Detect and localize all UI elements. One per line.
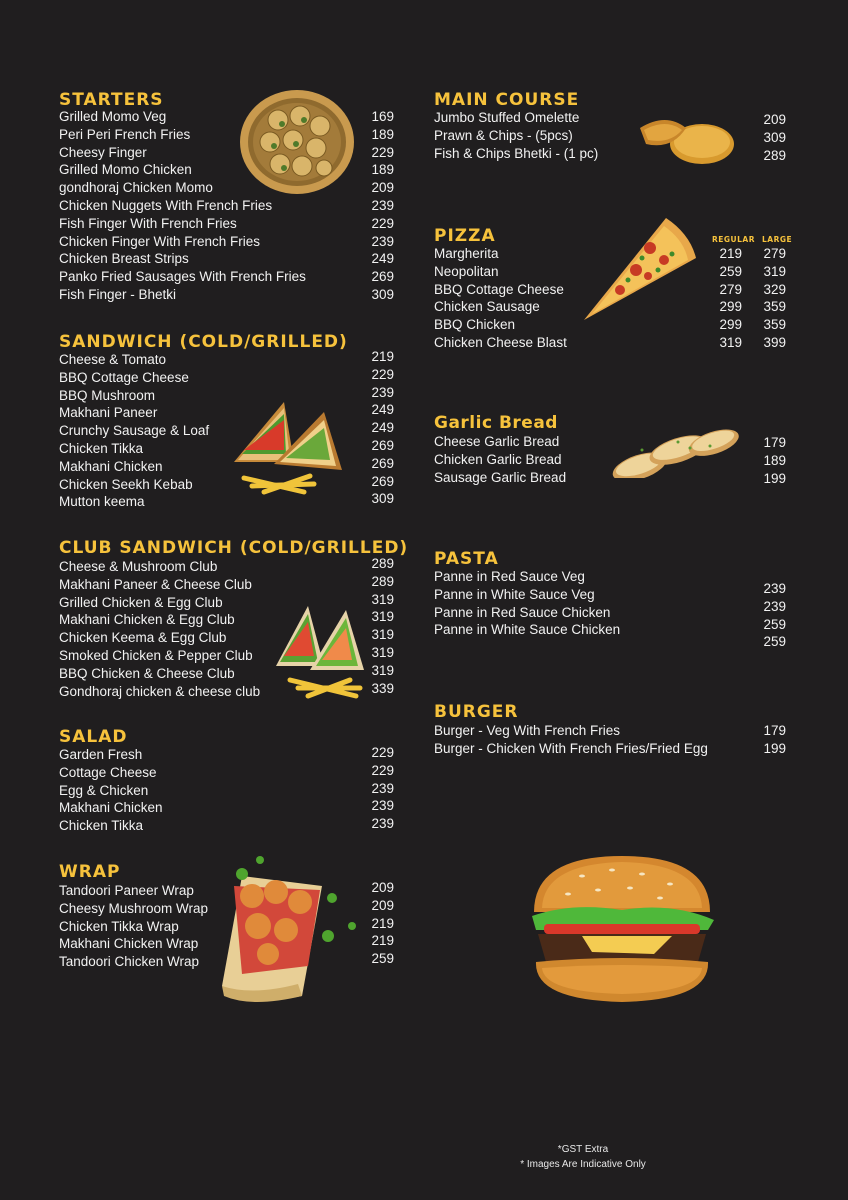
prices-burger (744, 722, 786, 758)
menu-item-name: Crunchy Sausage & Loaf (59, 423, 210, 439)
menu-item-price: 359 (763, 299, 786, 315)
menu-item-name: Grilled Momo Chicken (59, 162, 192, 178)
menu-item-price: 309 (371, 286, 394, 302)
section-pizza (434, 226, 496, 246)
menu-item-price: 259 (719, 263, 742, 279)
menu-item-name: Tandoori Chicken Wrap (59, 954, 200, 970)
menu-item-name: Jumbo Stuffed Omelette (434, 110, 580, 125)
menu-item-name: Chicken Tikka (59, 441, 144, 456)
menu-item-name: Burger - Veg With French Fries (434, 723, 621, 738)
menu-item-price: 229 (371, 745, 394, 760)
menu-item-name: BBQ Chicken (434, 317, 516, 333)
menu-item-name: Panko Fried Sausages With French Fries (59, 269, 306, 285)
menu-item-name: Cheese & Tomato (59, 352, 167, 367)
menu-item-name: Makhani Paneer (59, 405, 158, 421)
prices-sandwich (352, 348, 394, 508)
menu-item-name: Makhani Chicken & Egg Club (59, 612, 235, 628)
section-main-course (434, 90, 579, 110)
menu-item-price: 309 (371, 491, 394, 507)
menu-item-name: Chicken Garlic Bread (434, 451, 562, 467)
menu-item-price: 289 (371, 556, 394, 571)
menu-item-name: Cheese Garlic Bread (434, 434, 560, 449)
menu-item-name: BBQ Chicken & Cheese Club (59, 665, 235, 681)
menu-item-price: 219 (719, 246, 742, 261)
pizza-slice-image (580, 214, 700, 324)
menu-item-name: Peri Peri French Fries (59, 126, 191, 142)
section-title-sandwich: SANDWICH (COLD/GRILLED) (59, 332, 348, 352)
prices-garlic-bread (744, 434, 786, 487)
menu-item-price: 329 (763, 281, 786, 297)
menu-item-price: 179 (763, 723, 786, 738)
garlic-bread-image (602, 420, 742, 478)
section-title-salad: SALAD (59, 727, 128, 747)
menu-item-price: 299 (719, 317, 742, 333)
menu-item-price: 229 (371, 144, 394, 160)
menu-item-name: Panne in White Sauce Veg (434, 586, 595, 602)
menu-item-price: 239 (371, 780, 394, 796)
menu-item-price: 239 (371, 384, 394, 400)
prices-salad (352, 744, 394, 833)
menu-item-price: 269 (371, 269, 394, 285)
menu-item-name: BBQ Cottage Cheese (59, 369, 189, 385)
menu-item-name: Chicken Finger With French Fries (59, 233, 261, 249)
menu-item-price: 269 (371, 437, 394, 453)
menu-item-name: BBQ Cottage Cheese (434, 281, 564, 297)
menu-item-name: Chicken Keema & Egg Club (59, 630, 227, 646)
section-pasta (434, 549, 499, 569)
section-title-pizza: PIZZA (434, 226, 496, 246)
menu-item-name: Chicken Seekh Kebab (59, 476, 193, 492)
menu-item-name: Cheesy Mushroom Wrap (59, 900, 209, 916)
pizza-large-header: LARGE (762, 235, 793, 244)
menu-item-price: 219 (371, 915, 394, 931)
menu-item-name: Fish & Chips Bhetki - (1 pc) (434, 145, 599, 161)
menu-item-name: Chicken Sausage (434, 299, 540, 315)
footer-gst-note: *GST Extra (557, 1144, 609, 1155)
menu-item-name: Prawn & Chips - (5pcs) (434, 127, 573, 143)
menu-item-price: 239 (371, 816, 394, 832)
menu-item-name: Fish Finger With French Fries (59, 215, 237, 231)
menu-item-name: Makhani Paneer & Cheese Club (59, 576, 252, 592)
section-title-club-sandwich: CLUB SANDWICH (COLD/GRILLED) (59, 538, 409, 558)
menu-item-price: 249 (371, 402, 394, 418)
menu-item-price: 199 (763, 740, 786, 756)
menu-item-name: gondhoraj Chicken Momo (59, 180, 213, 196)
menu-item-price: 279 (763, 246, 786, 261)
club-sandwich-image (268, 600, 368, 706)
prices-main-course (744, 111, 786, 164)
menu-item-name: BBQ Mushroom (59, 387, 156, 403)
menu-item-name: Mutton keema (59, 494, 145, 510)
menu-item-name: Panne in Red Sauce Veg (434, 569, 585, 584)
fried-fish-image (636, 110, 736, 170)
menu-item-name: Chicken Nuggets With French Fries (59, 198, 273, 213)
menu-item-name: Burger - Chicken With French Fries/Fried Egg (434, 740, 708, 756)
section-title-burger: BURGER (434, 702, 519, 722)
menu-item-price: 209 (371, 880, 394, 895)
menu-item-price: 189 (371, 126, 394, 142)
menu-item-name: Chicken Tikka Wrap (59, 918, 179, 934)
menu-item-name: Neopolitan (434, 263, 499, 279)
momo-basket-image (238, 88, 356, 196)
section-wrap (59, 862, 120, 882)
menu-item-price: 319 (371, 609, 394, 625)
menu-item-price: 199 (763, 470, 786, 486)
menu-item-name: Cheese & Mushroom Club (59, 559, 218, 574)
menu-item-name: Chicken Cheese Blast (434, 335, 567, 350)
section-title-wrap: WRAP (59, 862, 121, 882)
menu-item-price: 299 (719, 299, 742, 315)
menu-item-price: 239 (371, 233, 394, 249)
section-title-starters: STARTERS (59, 90, 164, 110)
section-title-garlic-bread: Garlic Bread (434, 413, 558, 433)
menu-item-price: 189 (763, 452, 786, 468)
menu-item-price: 219 (371, 933, 394, 949)
menu-item-price: 399 (763, 334, 786, 350)
menu-item-price: 239 (763, 581, 786, 596)
menu-item-price: 239 (763, 598, 786, 614)
menu-item-name: Gondhoraj chicken & cheese club (59, 683, 261, 699)
menu-item-price: 359 (763, 317, 786, 333)
menu-item-price: 259 (763, 634, 786, 650)
menu-item-name: Chicken Tikka (59, 818, 144, 834)
menu-item-name: Smoked Chicken & Pepper Club (59, 648, 253, 663)
wrap-image (212, 846, 372, 1006)
menu-item-price: 339 (371, 680, 394, 696)
menu-item-price: 239 (371, 798, 394, 814)
menu-item-name: Margherita (434, 246, 499, 261)
prices-pizza-regular (700, 245, 742, 352)
menu-item-name: Cottage Cheese (59, 764, 157, 780)
menu-item-name: Sausage Garlic Bread (434, 469, 567, 485)
menu-item-price: 239 (371, 197, 394, 213)
menu-item-name: Makhani Chicken Wrap (59, 936, 199, 952)
menu-item-price: 289 (763, 147, 786, 163)
section-sandwich (59, 332, 348, 352)
menu-item-name: Egg & Chicken (59, 782, 149, 798)
menu-item-price: 229 (371, 762, 394, 778)
menu-item-price: 259 (371, 951, 394, 967)
menu-item-price: 319 (371, 644, 394, 660)
menu-item-price: 289 (371, 573, 394, 589)
prices-pasta (744, 580, 786, 651)
menu-item-price: 309 (763, 129, 786, 145)
menu-item-name: Garden Fresh (59, 747, 143, 762)
section-garlic-bread (434, 413, 558, 433)
pizza-regular-header: REGULAR (712, 235, 756, 244)
section-starters (59, 90, 164, 110)
menu-item-price: 249 (371, 420, 394, 436)
burger-image (522, 850, 722, 1010)
menu-item-name: Chicken Breast Strips (59, 251, 189, 267)
menu-item-price: 319 (763, 263, 786, 279)
menu-item-price: 229 (371, 215, 394, 231)
menu-item-price: 249 (371, 251, 394, 267)
menu-item-name: Grilled Chicken & Egg Club (59, 594, 223, 610)
menu-item-price: 259 (763, 616, 786, 632)
menu-item-name: Tandoori Paneer Wrap (59, 883, 194, 898)
section-salad (59, 727, 128, 747)
prices-starters (352, 108, 394, 304)
menu-item-price: 269 (371, 473, 394, 489)
menu-item-price: 209 (371, 897, 394, 913)
section-title-pasta: PASTA (434, 549, 499, 569)
sandwich-image (224, 392, 350, 502)
menu-item-name: Grilled Momo Veg (59, 109, 167, 124)
menu-item-name: Panne in Red Sauce Chicken (434, 604, 611, 620)
menu-item-price: 269 (371, 455, 394, 471)
menu-item-price: 319 (371, 627, 394, 643)
menu-item-price: 279 (719, 281, 742, 297)
menu-item-price: 319 (371, 591, 394, 607)
menu-item-name: Panne in White Sauce Chicken (434, 622, 621, 638)
prices-pizza-large (744, 245, 786, 352)
section-title-main-course: MAIN COURSE (434, 90, 580, 110)
menu-item-price: 209 (371, 180, 394, 196)
menu-item-name: Makhani Chicken (59, 458, 163, 474)
section-burger (434, 702, 519, 722)
menu-item-price: 209 (763, 112, 786, 127)
menu-item-name: Cheesy Finger (59, 144, 147, 160)
footer-images-note: * Images Are Indicative Only (520, 1159, 646, 1170)
menu-item-price: 319 (371, 662, 394, 678)
menu-item-price: 169 (371, 109, 394, 124)
menu-item-name: Fish Finger - Bhetki (59, 287, 177, 302)
menu-item-name: Makhani Chicken (59, 800, 163, 816)
menu-item-price: 179 (763, 435, 786, 450)
menu-item-price: 319 (719, 334, 742, 350)
menu-item-price: 219 (371, 349, 394, 364)
menu-item-price: 229 (371, 366, 394, 382)
menu-item-price: 189 (371, 162, 394, 178)
